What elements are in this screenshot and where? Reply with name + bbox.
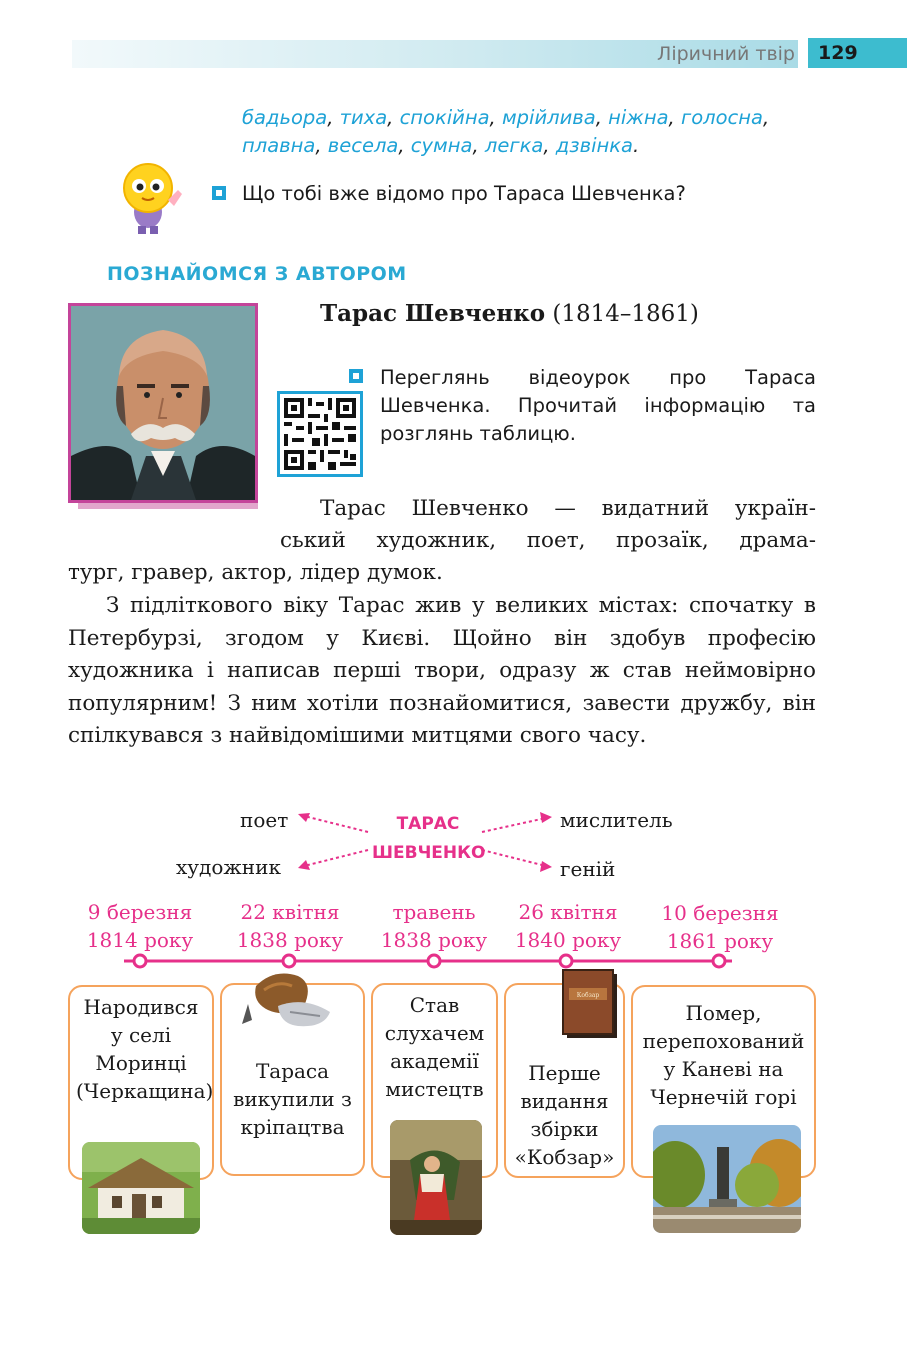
timeline-card-text: Народився у селі Моринці (Черкащина) <box>76 995 214 1103</box>
adjective-list: бадьора, тиха, спокійна, мрійлива, ніжна, голосна, плавна, весела, сумна, легка, дзвінка. <box>242 106 770 157</box>
bullet-icon <box>212 186 226 200</box>
timeline-card-text: Помер, перепохований у Каневі на Чернечій горі <box>642 1001 805 1109</box>
timeline-date-day: 26 квітня <box>518 900 618 924</box>
timeline-date-year: 1814 року <box>86 928 194 952</box>
author-name: Тарас Шевченко <box>320 300 546 327</box>
timeline-date-day: 22 квітня <box>240 900 340 924</box>
timeline-date-year: 1840 року <box>514 928 622 952</box>
book-title: Кобзар <box>576 992 600 999</box>
adjective: дзвінка <box>555 134 633 157</box>
paragraph-line: Тарас Шевченко — видатний україн- <box>320 496 816 521</box>
adjective: легка <box>484 134 544 157</box>
timeline-dot <box>560 955 572 967</box>
adjective: плавна <box>242 134 316 157</box>
paragraph: З підліткового віку Тарас жив у великих містах: спочатку в Петербурзі, згодом у Києві. Щойно він здобув професію художника і написав перші твори, одразу ж став неймовірно популярним! З ним хотіли познайомитися, завести дружбу, він спілкувався з найвідомішими митцями свого часу. <box>68 593 816 748</box>
timeline-date <box>364 898 504 954</box>
timeline-date-year: 1861 року <box>666 929 774 953</box>
diagram-label-artist: художник <box>176 855 281 879</box>
question-text: Що тобі вже відомо про Тараса Шевченка? <box>242 182 686 205</box>
timeline-date-year: 1838 року <box>380 928 488 952</box>
timeline-dot <box>134 955 146 967</box>
painting-photo <box>390 1120 482 1235</box>
timeline-date-day: 10 березня <box>661 901 779 925</box>
adjective: весела <box>327 134 399 157</box>
page-number: 129 <box>808 38 907 68</box>
timeline-date-day: 9 березня <box>87 900 193 924</box>
author-heading <box>320 300 699 327</box>
diagram-label-poet: поет <box>240 808 289 832</box>
timeline-dot <box>428 955 440 967</box>
adjective: ніжна <box>608 106 669 129</box>
timeline-date <box>650 899 790 955</box>
mascot-icon <box>116 160 186 236</box>
diagram-center-line: ТАРАС <box>396 814 460 834</box>
adjective: мрійлива <box>501 106 596 129</box>
book-icon <box>561 968 621 1040</box>
broken-chain-icon <box>234 966 338 1038</box>
timeline-date-day: травень <box>392 900 476 924</box>
house-photo <box>82 1142 200 1234</box>
bullet-icon <box>349 369 363 383</box>
timeline-date <box>498 898 638 954</box>
diagram-center <box>372 810 484 868</box>
timeline-line <box>120 950 740 972</box>
adjective: спокійна <box>399 106 490 129</box>
timeline-date <box>220 898 360 954</box>
adjective: сумна <box>410 134 473 157</box>
author-portrait <box>68 303 258 503</box>
section-title: ПОЗНАЙОМСЯ З АВТОРОМ <box>107 263 407 285</box>
qr-code-icon <box>280 394 360 474</box>
timeline-date <box>70 898 210 954</box>
adjective: бадьора <box>242 106 328 129</box>
timeline-date-year: 1838 року <box>236 928 344 952</box>
timeline-card-text: Став слухачем академії мистецтв <box>384 993 485 1101</box>
adjective: голосна <box>680 106 763 129</box>
diagram-label-thinker: мислитель <box>560 808 673 832</box>
qr-code[interactable] <box>277 391 363 477</box>
diagram-label-genius: геній <box>560 857 616 881</box>
paragraph-line: ський художник, поет, прозаїк, драма- <box>280 528 816 553</box>
timeline-card-text: Перше видання збірки «Кобзар» <box>514 1061 615 1169</box>
timeline-dot <box>713 955 725 967</box>
diagram-center-line: ШЕВЧЕНКО <box>372 843 486 863</box>
video-task-text: Переглянь відеоурок про Тараса Шевченка. Прочитай інформацію та розглянь таблицю. <box>380 366 816 445</box>
timeline-card-text: Тараса викупили з кріпацтва <box>233 1059 352 1139</box>
paragraph-line: тург, гравер, актор, лідер думок. <box>68 560 443 585</box>
author-years: (1814–1861) <box>552 301 699 327</box>
monument-photo <box>653 1125 801 1233</box>
adjective: тиха <box>339 106 388 129</box>
header-title: Ліричний твір <box>657 43 795 65</box>
portrait-shadow <box>78 503 258 509</box>
